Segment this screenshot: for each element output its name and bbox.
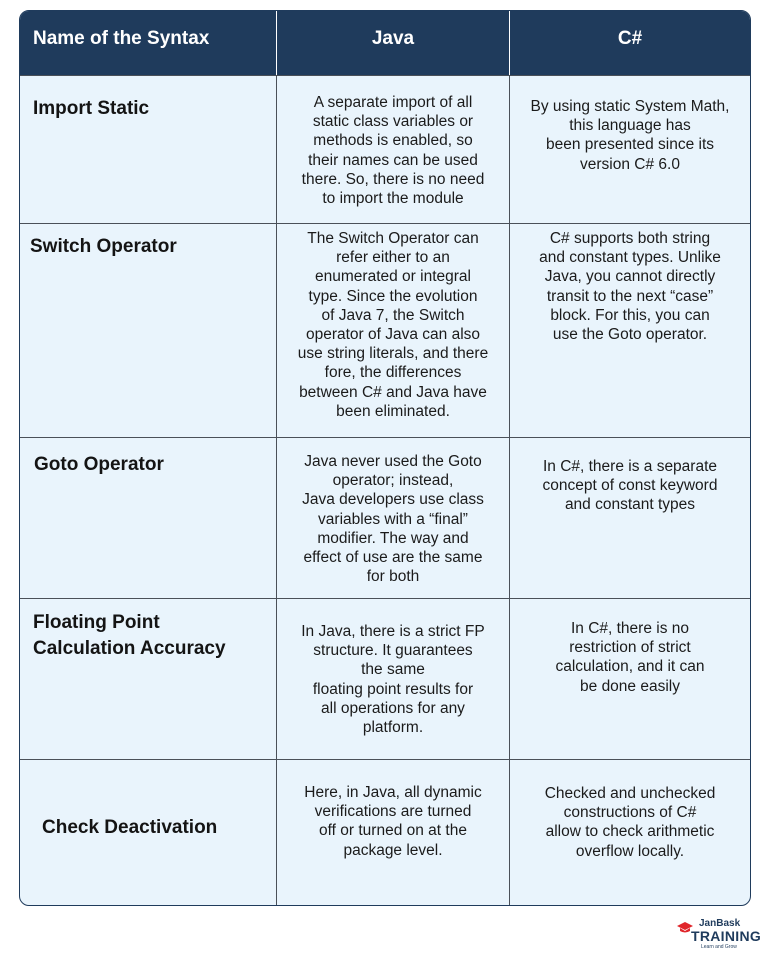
- csharp-cell: [510, 438, 750, 598]
- syntax-cell: [20, 224, 277, 437]
- java-line: to import the module: [322, 190, 464, 208]
- java-line: verifications are turned: [314, 803, 472, 821]
- java-cell: [277, 224, 510, 437]
- java-line: platform.: [362, 719, 424, 737]
- table-row: [20, 223, 750, 437]
- csharp-line: version C# 6.0: [580, 155, 680, 173]
- csharp-cell: [510, 599, 750, 759]
- logo-line2: TRAINING: [691, 928, 762, 944]
- csharp-line: In C#, there is no: [570, 620, 690, 637]
- java-cell: [277, 438, 510, 598]
- syntax-cell: [20, 599, 277, 759]
- csharp-line: allow to check arithmetic: [545, 823, 715, 841]
- syntax-cell: [20, 438, 277, 598]
- syntax-name: Floating Point: [33, 612, 160, 633]
- syntax-name: Import Static: [33, 98, 150, 119]
- java-line: The Switch Operator can: [307, 230, 479, 247]
- csharp-line: and constant types. Unlike: [539, 249, 721, 267]
- csharp-line: and constant types: [564, 496, 696, 514]
- java-line: In Java, there is a strict FP: [301, 623, 485, 640]
- java-line: refer either to an: [336, 249, 450, 267]
- java-line: variables with a “final”: [318, 510, 468, 528]
- java-line: structure. It guarantees: [313, 642, 473, 660]
- csharp-line: be done easily: [580, 677, 680, 695]
- syntax-name: Goto Operator: [34, 454, 164, 475]
- java-line: of Java 7, the Switch: [321, 306, 465, 324]
- csharp-line: constructions of C#: [563, 804, 697, 822]
- syntax-cell: [20, 760, 277, 906]
- table-row: [20, 598, 750, 759]
- java-line: been eliminated.: [336, 402, 450, 420]
- java-line: effect of use are the same: [303, 549, 483, 567]
- logo-tagline: Learn and Grow: [701, 944, 737, 950]
- java-line: fore, the differences: [324, 364, 462, 382]
- logo-line1: JanBask: [699, 918, 741, 929]
- java-line: enumerated or integral: [315, 268, 471, 286]
- csharp-line: use the Goto operator.: [552, 326, 708, 344]
- csharp-line: By using static System Math,: [530, 98, 730, 115]
- syntax-name: Calculation Accuracy: [33, 638, 226, 659]
- java-cell: [277, 76, 510, 223]
- java-line: static class variables or: [312, 113, 474, 131]
- csharp-line: C# supports both string: [549, 230, 711, 247]
- syntax-name: Check Deactivation: [42, 817, 218, 838]
- header-syntax: Name of the Syntax: [20, 11, 277, 75]
- csharp-line: this language has: [569, 117, 691, 135]
- java-line: Java developers use class: [302, 491, 484, 509]
- header-csharp: C#: [617, 28, 643, 49]
- table-row: [20, 75, 750, 223]
- java-line: Here, in Java, all dynamic: [304, 784, 482, 801]
- java-line: A separate import of all: [313, 94, 473, 111]
- java-line: for both: [366, 568, 420, 586]
- java-line: their names can be used: [308, 151, 478, 169]
- java-line: Java never used the Goto: [304, 453, 482, 470]
- header-java: Java: [277, 11, 510, 75]
- java-line: floating point results for: [312, 680, 474, 698]
- java-line: there. So, there is no need: [301, 170, 485, 188]
- csharp-line: Java, you cannot directly: [544, 268, 716, 286]
- csharp-line: transit to the next “case”: [546, 287, 714, 305]
- janbask-logo: [677, 918, 761, 952]
- csharp-cell: [510, 760, 750, 906]
- csharp-line: block. For this, you can: [550, 306, 710, 324]
- java-line: modifier. The way and: [317, 529, 469, 547]
- java-cell: [277, 760, 510, 906]
- table-row: [20, 437, 750, 598]
- csharp-line: concept of const keyword: [542, 477, 718, 495]
- java-line: the same: [361, 661, 425, 679]
- java-line: operator of Java can also: [305, 326, 481, 344]
- syntax-name: Switch Operator: [30, 236, 177, 257]
- comparison-table: [19, 10, 751, 906]
- csharp-line: calculation, and it can: [555, 658, 705, 676]
- java-line: all operations for any: [321, 699, 465, 717]
- java-line: use string literals, and there: [297, 345, 489, 363]
- csharp-line: Checked and unchecked: [544, 785, 716, 802]
- java-line: package level.: [343, 841, 443, 859]
- csharp-line: overflow locally.: [575, 842, 685, 860]
- csharp-line: In C#, there is a separate: [542, 458, 718, 475]
- csharp-line: been presented since its: [545, 136, 715, 154]
- syntax-cell: [20, 76, 277, 223]
- java-line: operator; instead,: [332, 472, 454, 490]
- java-line: off or turned on at the: [319, 822, 467, 840]
- java-line: methods is enabled, so: [313, 132, 473, 150]
- java-cell: [277, 599, 510, 759]
- table-row: [20, 759, 750, 906]
- csharp-line: restriction of strict: [569, 639, 691, 657]
- table-header: [20, 11, 750, 75]
- java-line: between C# and Java have: [299, 383, 487, 401]
- csharp-cell: [510, 224, 750, 437]
- java-line: type. Since the evolution: [308, 287, 478, 305]
- csharp-cell: [510, 76, 750, 223]
